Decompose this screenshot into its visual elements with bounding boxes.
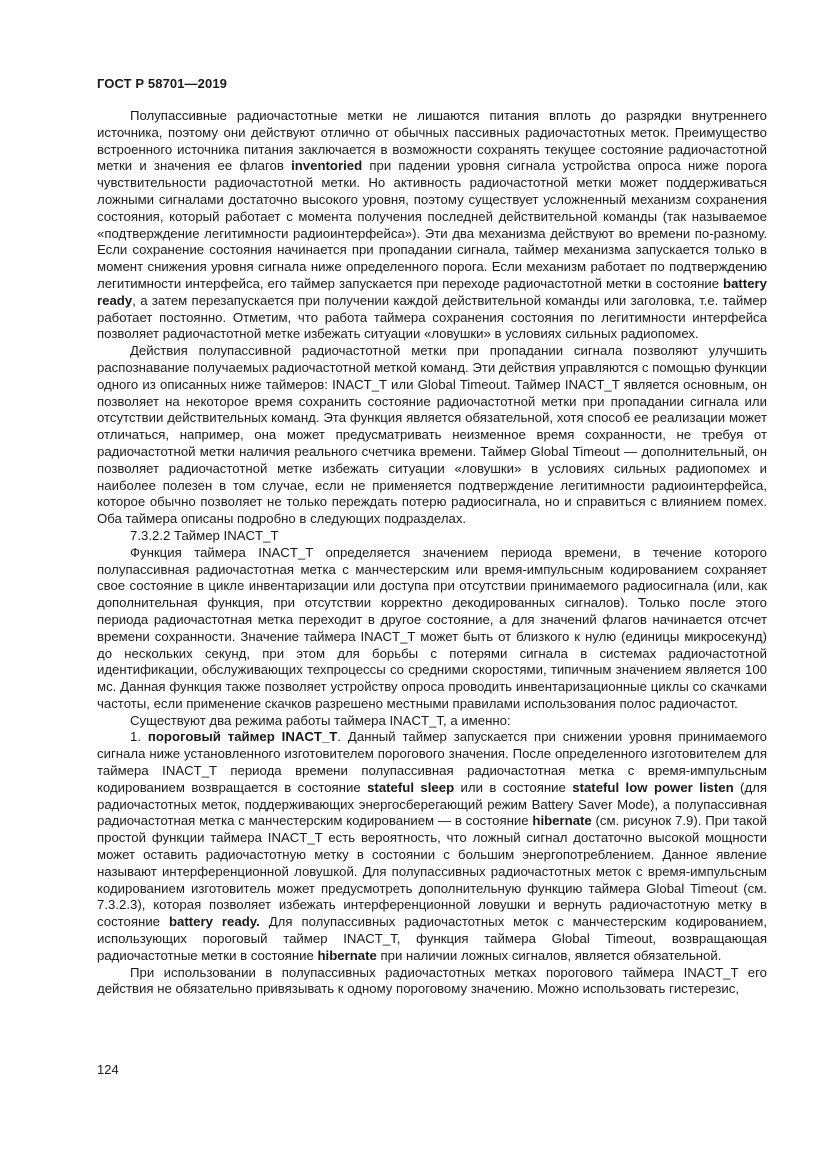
bold-term: inventoried xyxy=(291,158,363,174)
text-run: (для радиочастотных меток, поддерживающих энергосберегающий режим Battery Saver Mode), а полупассивная радиочастотная метка с манчестерским кодированием — в состояние xyxy=(97,779,767,829)
text-run: 1. xyxy=(130,729,148,745)
text-run: 7.3.2.2 Таймер INACT_T xyxy=(130,527,279,543)
paragraph xyxy=(97,108,767,343)
bold-term: battery ready xyxy=(97,275,767,308)
bold-term: hibernate xyxy=(317,947,377,963)
page-number: 124 xyxy=(97,1062,119,1077)
bold-term: stateful sleep xyxy=(367,779,455,795)
list-item xyxy=(97,729,767,964)
text-run: При использовании в полупассивных радиочастотных метках порогового таймера INACT_T его действия не обязательно привязывать к одному пороговому значению. Можно использовать гистерезис, xyxy=(97,964,767,997)
bold-term: stateful low power listen xyxy=(572,779,734,795)
paragraph xyxy=(97,713,767,730)
text-run: Существуют два режима работы таймера INACT_T, а именно: xyxy=(130,712,511,728)
text-run: или в состояние xyxy=(454,779,573,795)
text-run: при наличии ложных сигналов, является обязательной. xyxy=(376,947,722,963)
bold-term: пороговый таймер INACT_T xyxy=(147,729,338,745)
section-heading xyxy=(97,528,767,545)
paragraph xyxy=(97,343,767,528)
text-run: (см. рисунок 7.9). При такой простой функции таймера INACT_T есть вероятность, что ложный сигнал достаточно высокой мощности может оставить радиочастотную метку в состоянии с большим энергопотреблением. Данное явление называют интерференционной ловушкой. Для полупассивных радиочастотных меток с время-импульсным кодированием изготовитель может предусмотреть дополнительную функцию таймера Global Timeout (см. 7.3.2.3), которая позволяет избежать интерференционной ловушки и вернуть радиочастотную метку в состояние xyxy=(97,813,767,930)
text-run: при падении уровня сигнала устройства опроса ниже порога чувствительности радиочастотной метки. Но активность радиочастотной метки может поддерживаться ложными сигналами достаточно высокого уровня, поэтому существует усложненный механизм сохранения состояния, который работает с момента получения последней действительной команды (так называемое «подтверждение легитимности радиоинтерфейса»). Эти два механизма действуют во времени по-разному. Если сохранение состояния начинается при пропадании сигнала, таймер механизма запускается только в момент снижения уровня сигнала ниже определенного порога. Если механизм работает по подтверждению легитимности интерфейса, его таймер запускается при переходе радиочастотной метки в состояние xyxy=(97,158,768,291)
text-run: Полупассивные радиочастотные метки не лишаются питания вплоть до разрядки внутреннего источника, поэтому они действуют отлично от обычных пассивных радиочастотных меток. Преимущество встроенного источника питания заключается в возможности сохранять текущее состояние радиочастотной метки и значения ее флагов xyxy=(97,108,767,174)
text-run: Для полупассивных радиочастотных меток с манчестерским кодированием, использующих пороговый таймер INACT_T, функция таймера Global Timeout, возвращающая радиочастотные метки в состояние xyxy=(97,914,768,963)
paragraph xyxy=(97,545,767,713)
bold-term: battery ready. xyxy=(168,914,260,930)
paragraph xyxy=(97,965,767,999)
bold-term: hibernate xyxy=(532,813,592,829)
text-run: . Данный таймер запускается при снижении уровня принимаемого сигнала ниже установленного изготовителем порогового значения. После определенного изготовителем для таймера INACT_T периода времени полупассивная радиочастотная метка с время-импульсным кодированием возвращается в состояние xyxy=(97,729,767,795)
text-run: Действия полупассивной радиочастотной метки при пропадании сигнала позволяют улучшить распознавание получаемых радиочастотной меткой команд. Эти действия управляются с помощью функции одного из описанных ниже таймеров: INACT_T или Global Timeout. Таймер INACT_T является основным, он позволяет на некоторое время сохранить состояние радиочастотной метки при пропадании сигнала или отсутствии действительных команд. Эта функция является обязательной, хотя способ ее реализации может отличаться, например, она может предусматривать неизменное время сохранности, не требуя от радиочастотной метки наличия реального счетчика времени. Таймер Global Timeout — дополнительный, он позволяет радиочастотной метке избежать ситуации «ловушки» в условиях сильных радиопомех и наиболее полезен в том случае, если не применяется подтверждение легитимности радиоинтерфейса, которое обычно позволяет не только переждать потерю радиосигнала, но и справиться с влиянием помех. Оба таймера описаны подробно в следующих подразделах. xyxy=(97,343,767,527)
document-body xyxy=(97,108,767,998)
standard-header: ГОСТ Р 58701—2019 xyxy=(97,76,227,91)
text-run: Функция таймера INACT_T определяется значением периода времени, в течение которого полупассивная радиочастотная метка с манчестерским или время-импульсным кодированием сохраняет свое состояние в цикле инвентаризации или доступа при отсутствии принимаемого радиосигнала (или, как дополнительная функция, при отсутствии корректно декодированных сигналов). Только после этого периода радиочастотная метка переходит в другое состояние, а для значений флагов начинается отсчет времени сохранности. Значение таймера INACT_T может быть от близкого к нулю (единицы микросекунд) до нескольких секунд, при этом для борьбы с потерями сигнала в системах радиочастотной идентификации, обслуживающих техпроцессы со средними скоростями, типичным значением является 100 мс. Данная функция также позволяет устройству опроса проводить инвентаризационные циклы со скачками частоты, если применение скачков разрешено местными правилами использования полос радиочастот. xyxy=(97,544,767,711)
text-run: , а затем перезапускается при получении каждой действительной команды или заголовка, т.е. таймер работает постоянно. Отметим, что работа таймера сохранения состояния по легитимности интерфейса позволяет радиочастотной метке избежать ситуации «ловушки» в условиях сильных радиопомех. xyxy=(97,292,767,342)
